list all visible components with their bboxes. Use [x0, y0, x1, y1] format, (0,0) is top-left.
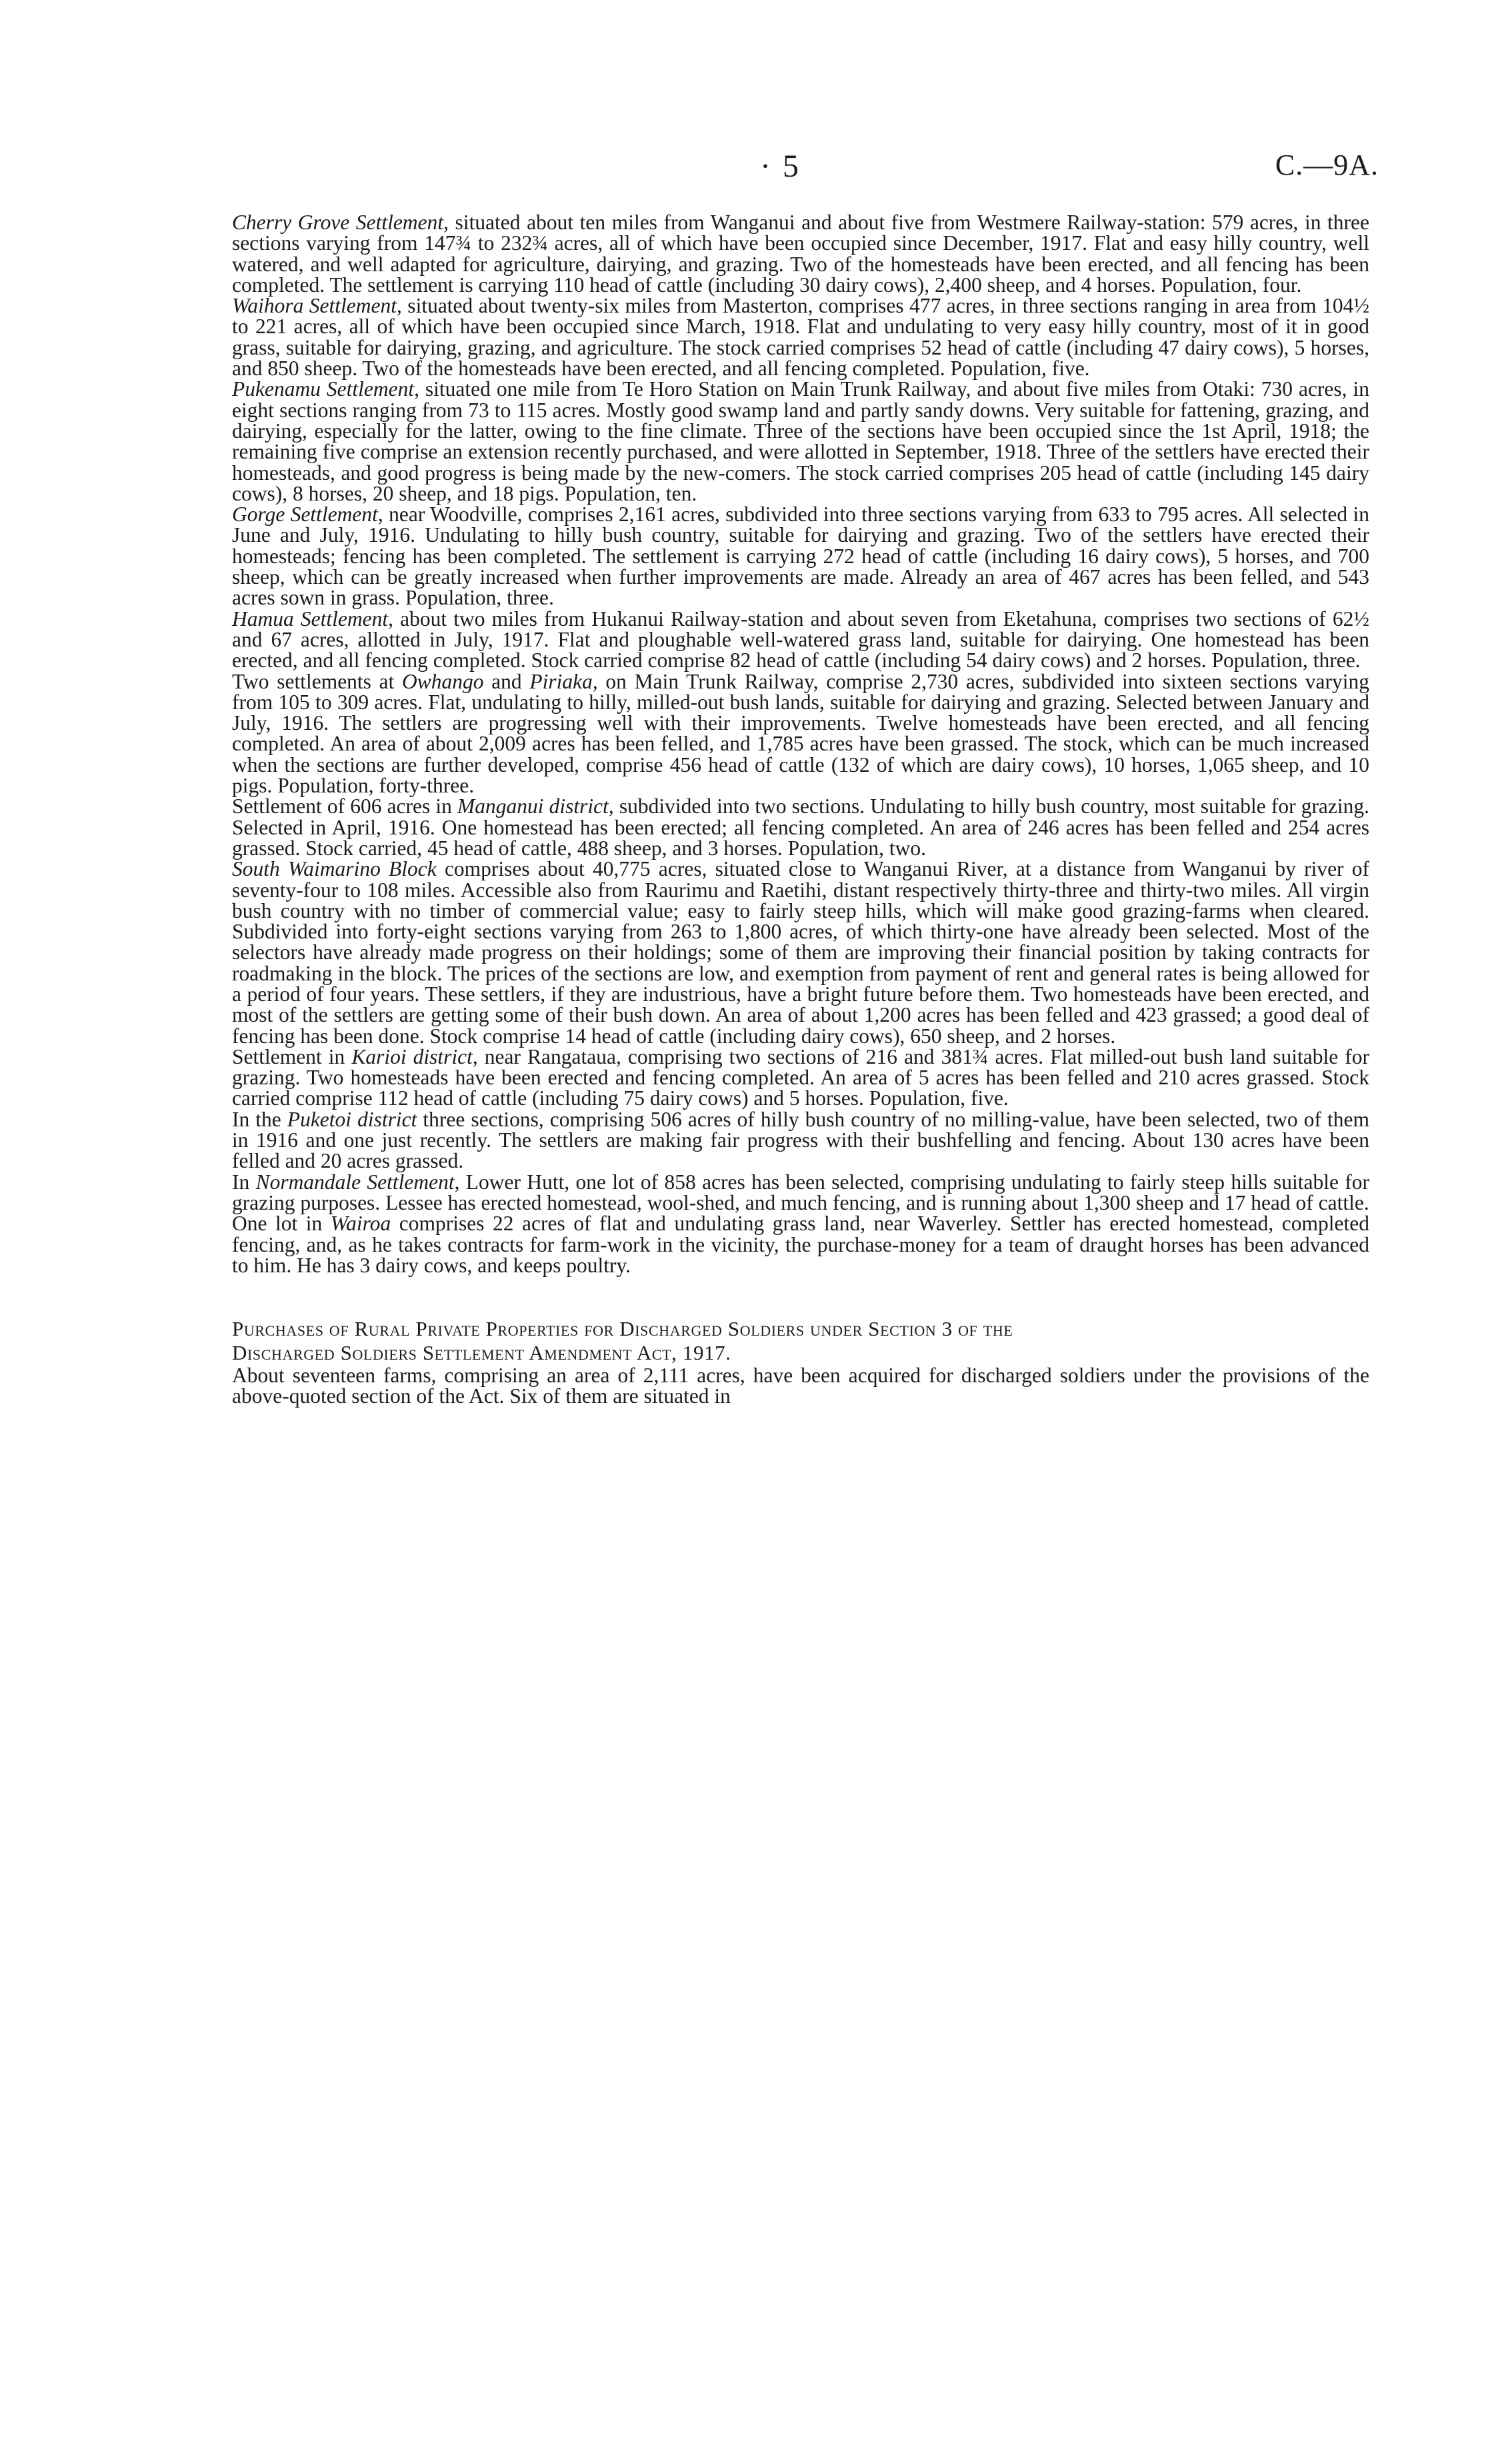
body-text	[232, 212, 1369, 1407]
settlement-name: Cherry Grove Settlement	[232, 211, 444, 234]
paragraph-closing: About seventeen farms, comprising an area of 2,111 acres, have been acquired for discharged soldiers under the provisions of the above-quoted section of the Act. Six of them are situated in	[232, 1364, 1369, 1408]
page-number-value: 5	[782, 149, 799, 184]
settlement-name: Normandale Settlement	[255, 1170, 455, 1194]
paragraph-lead: Settlement in	[232, 1044, 352, 1068]
section-heading	[232, 1317, 1369, 1365]
paragraph-lead: One lot in	[232, 1212, 331, 1236]
paragraph-text: , Lower Hutt, one lot of 858 acres has been selected, comprising undulating to fairly steep hills suitable for grazing purposes. Lessee has erected homestead, wool-shed, and much fencing, and is running about 1,300 sheep and 17 head of cattle.	[232, 1170, 1369, 1214]
settlement-name: Wairoa	[330, 1212, 391, 1236]
paragraph-text: , near Rangataua, comprising two sections of 216 and 381¾ acres. Flat milled-out bush land suitable for grazing. Two homesteads have been erected and fencing completed. An area of 5 acres has been felled and 210 acres grassed. Stock carried comprise 112 head of cattle (including 75 dairy cows) and 5 horses. Population, five.	[232, 1044, 1369, 1110]
settlement-name: Puketoi district	[287, 1107, 417, 1131]
section-heading-line-2: Discharged Soldiers Settlement Amendment Act, 1917.	[232, 1341, 731, 1365]
page-number-dot: ·	[760, 149, 771, 184]
paragraph-text: three sections, comprising 506 acres of hilly bush country of no milling-value, have been selected, two of them in 1916 and one just recently. The settlers are making fair progress with their bushfelling and fencing. About 130 acres have been felled and 20 acres grassed.	[232, 1107, 1369, 1173]
paragraph-cherry-grove	[232, 212, 1369, 295]
paragraph-pukenamu	[232, 379, 1369, 504]
paragraph-waihora	[232, 295, 1369, 379]
paragraph-puketoi	[232, 1109, 1369, 1172]
paragraph-south-waimarino	[232, 858, 1369, 1046]
paragraph-hamua	[232, 609, 1369, 671]
paragraph-karioi	[232, 1046, 1369, 1109]
settlement-name: Karioi district	[351, 1044, 473, 1068]
paragraph-text: comprises 22 acres of flat and undulating grass land, near Waverley. Settler has erected homestead, completed fencing, and, as he takes contracts for farm-work in the vicinity, the purchase-money for a team of draught horses has been advanced to him. He has 3 dairy cows, and keeps poultry.	[232, 1212, 1369, 1277]
paragraph-text: , near Woodville, comprises 2,161 acres, subdivided into three sections varying from 633 to 795 acres. All selected in June and July, 1916. Undulating to hilly bush country, suitable for dairying and grazing. Two of the settlers have erected their homesteads; fencing has been completed. The settlement is carrying 272 head of cattle (including 16 dairy cows), 5 horses, and 700 sheep, which can be greatly increased when further improvements are made. Already an area of 467 acres has been felled, and 543 acres sown in grass. Population, three.	[232, 503, 1369, 610]
paragraph-text: , situated about twenty-six miles from Masterton, comprises 477 acres, in three sections ranging in area from 104½ to 221 acres, all of which have been occupied since March, 1918. Flat and undulating to very easy hilly country, most of it in good grass, suitable for dairying, grazing, and agriculture. The stock carried comprises 52 head of cattle (including 47 dairy cows), 5 horses, and 850 sheep. Two of the homesteads have been erected, and all fencing completed. Population, five.	[232, 294, 1369, 381]
settlement-name-2: Piriaka,	[529, 669, 598, 693]
settlement-name: Pukenamu Settlement	[232, 377, 415, 401]
section-heading-line-1: Purchases of Rural Private Properties for Discharged Soldiers under Section 3 of the	[232, 1317, 1013, 1341]
paragraph-wairoa	[232, 1213, 1369, 1276]
paragraph-normandale	[232, 1172, 1369, 1214]
paragraph-text: , situated about ten miles from Wanganui and about five from Westmere Railway-station: 579 acres, in three sections varying from 147¾ to 232¾ acres, all of which have been occupied since December, 1917. Flat and easy hilly country, well watered, and well adapted for agriculture, dairying, and grazing. Two of the homesteads have been erected, and all fencing has been completed. The settlement is carrying 110 head of cattle (including 30 dairy cows), 2,400 sheep, and 4 horses. Population, four.	[232, 211, 1369, 297]
paragraph-text: on Main Trunk Railway, comprise 2,730 acres, subdivided into sixteen sections varying from 105 to 309 acres. Flat, undulating to hilly, milled-out bush lands, suitable for dairying and grazing. Selected between January and July, 1916. The settlers are progressing well with their improvements. Twelve homesteads have been erected, and all fencing completed. An area of about 2,009 acres has been felled, and 1,785 acres have been grassed. The stock, which can be much increased when the sections are further developed, comprise 456 head of cattle (132 of which are dairy cows), 10 horses, 1,065 sheep, and 10 pigs. Population, forty-three.	[232, 669, 1369, 798]
settlement-name: Waihora Settlement	[232, 294, 397, 318]
page-header	[0, 148, 1496, 188]
paragraph-lead: Settlement of 606 acres in	[232, 794, 458, 818]
paragraph-text: , situated one mile from Te Horo Station on Main Trunk Railway, and about five miles from Otaki: 730 acres, in eight sections ranging from 73 to 115 acres. Mostly good swamp land and partly sandy downs. Very suitable for fattening, grazing, and dairying, especially for the latter, owing to the fine climate. Three of the sections have been occupied since the 1st April, 1918; the remaining five comprise an extension recently purchased, and were allotted in September, 1918. Three of the settlers have erected their homesteads, and good progress is being made by the new-comers. The stock carried comprises 205 head of cattle (including 145 dairy cows), 8 horses, 20 sheep, and 18 pigs. Population, ten.	[232, 377, 1369, 505]
settlement-name: Manganui district	[457, 794, 609, 818]
settlement-name: Owhango	[402, 669, 484, 693]
paragraph-gorge	[232, 504, 1369, 608]
paragraph-lead: In	[232, 1170, 256, 1194]
settlement-name: Hamua Settlement	[232, 607, 389, 630]
page-number	[760, 148, 799, 185]
paragraph-text: , subdivided into two sections. Undulating to hilly bush country, most suitable for grazing. Selected in April, 1916. One homestead has been erected; all fencing completed. An area of 246 acres has been felled and 254 acres grassed. Stock carried, 45 head of cattle, 488 sheep, and 3 horses. Population, two.	[232, 794, 1370, 860]
document-reference: C.—9A.	[1275, 149, 1379, 181]
paragraph-owhango-piriaka	[232, 671, 1369, 796]
paragraph-connector: and	[483, 669, 530, 693]
paragraph-lead: Two settlements at	[232, 669, 403, 693]
settlement-name: South Waimarino Block	[232, 857, 437, 881]
paragraph-manganui	[232, 796, 1369, 858]
settlement-name: Gorge Settlement	[232, 503, 378, 527]
paragraph-text: , about two miles from Hukanui Railway-station and about seven from Eketahuna, comprises two sections of 62½ and 67 acres, allotted in July, 1917. Flat and ploughable well-watered grass land, suitable for dairying. One homestead has been erected, and all fencing completed. Stock carried comprise 82 head of cattle (including 54 dairy cows) and 2 horses. Population, three.	[232, 607, 1369, 672]
paragraph-lead: In the	[232, 1107, 287, 1131]
paragraph-text: comprises about 40,775 acres, situated close to Wanganui River, at a distance from Wanganui by river of seventy-four to 108 miles. Accessible also from Raurimu and Raetihi, distant respectively thirty-three and thirty-two miles. All virgin bush country with no timber of commercial value; easy to fairly steep hills, which will make good grazing-farms when cleared. Subdivided into forty-eight sections varying from 263 to 1,800 acres, of which thirty-one have already been selected. Most of the selectors have already made progress on their holdings; some of them are improving their financial position by taking contracts for roadmaking in the block. The prices of the sections are low, and exemption from payment of rent and general rates is being allowed for a period of four years. These settlers, if they are industrious, have a bright future before them. Two homesteads have been erected, and most of the settlers are getting some of their bush down. An area of about 1,200 acres has been felled and 423 grassed; a good deal of fencing has been done. Stock comprise 14 head of cattle (including dairy cows), 650 sheep, and 2 horses.	[232, 857, 1369, 1048]
